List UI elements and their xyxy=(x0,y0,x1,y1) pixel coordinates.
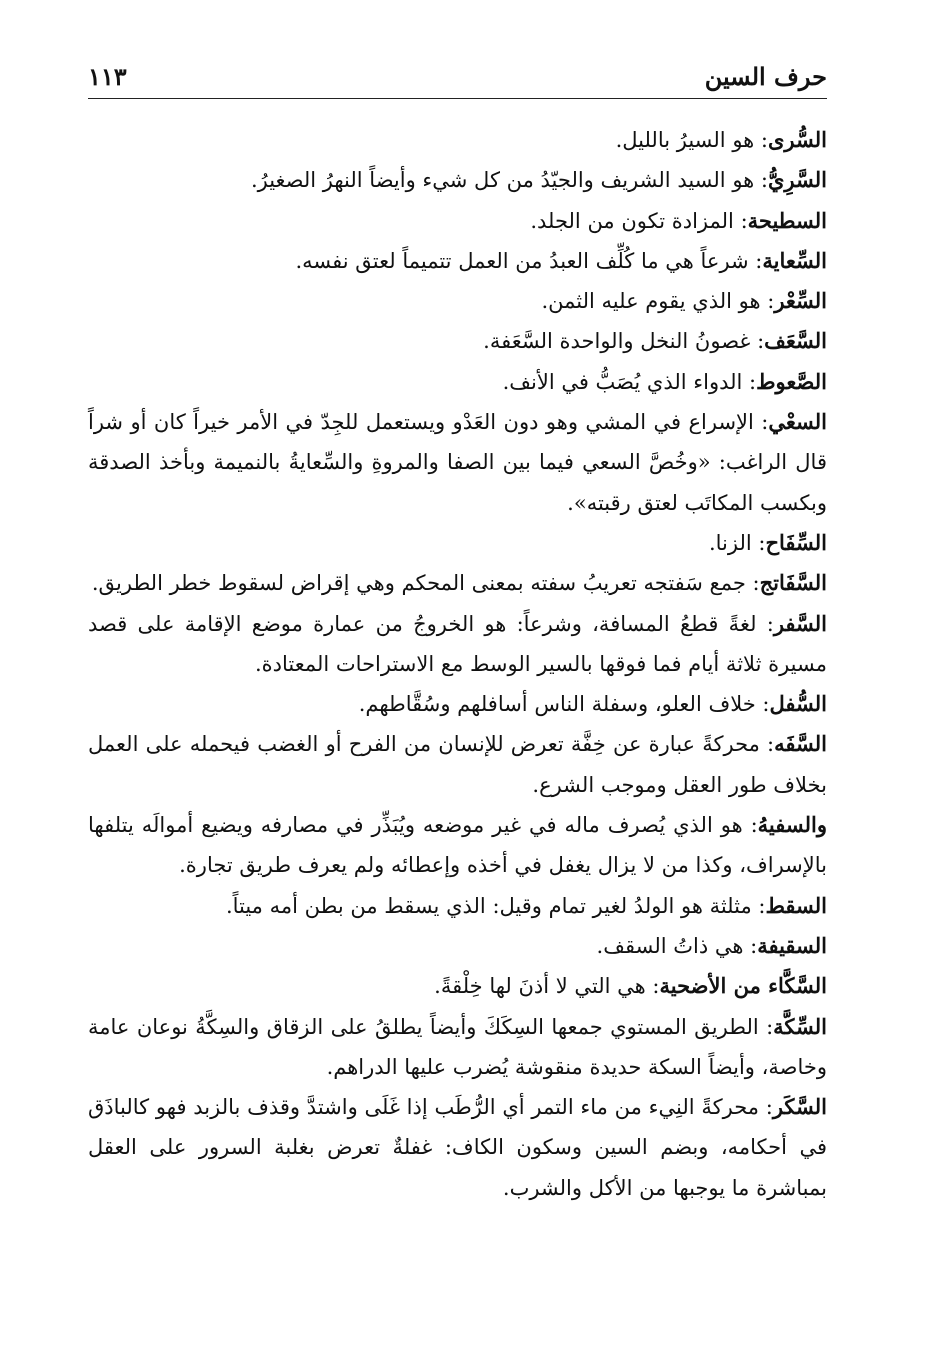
entry-term: السُّفل xyxy=(769,691,827,717)
entry-term: السَّكَر xyxy=(772,1094,827,1120)
entry-term: السقيفة xyxy=(757,932,827,958)
glossary-entry xyxy=(88,160,827,200)
entry-term: السِّفَاح xyxy=(765,529,827,555)
entry-definition: : هي التي لا أذنَ لها خِلْقةً. xyxy=(434,974,660,999)
glossary-entry xyxy=(88,563,827,603)
entry-definition: : خلاف العلو، وسفلة الناس أسافلهم وسُقَّاطهم. xyxy=(358,692,770,717)
entry-definition: : لغةً قطعُ المسافة، وشرعاً: هو الخروجُ من عمارة موضع الإقامة على قصد مسيرة ثلاثة أيام فما فوقها بالسير الوسط مع الاستراحات المعتادة. xyxy=(88,611,827,676)
entry-definition: : الدواء الذي يُصَبُّ في الأنف. xyxy=(502,369,757,394)
entry-term: السطيحة xyxy=(747,207,827,233)
entry-definition: : الزنا. xyxy=(708,530,766,555)
glossary-entry xyxy=(88,281,827,321)
glossary-entry xyxy=(88,966,827,1006)
glossary-entry xyxy=(88,886,827,926)
running-title: حرف السين xyxy=(704,62,827,91)
entry-definition: : المزادة تكون من الجلد. xyxy=(530,208,748,233)
entry-term: السعْي xyxy=(768,409,827,435)
entry-definition: : غصونُ النخل والواحدة السَّعَفة. xyxy=(483,329,765,354)
entry-term: السَّفَاتج xyxy=(759,570,827,596)
glossary-entry xyxy=(88,1087,827,1208)
glossary-entries xyxy=(88,120,827,1208)
entry-term: السِّعْر xyxy=(774,288,827,314)
entry-term: والسفيهُ xyxy=(757,812,827,838)
entry-definition: : جمع سَفتجه تعريبُ سفته بمعنى المحكم وهي إقراض لسقوط خطر الطريق. xyxy=(91,571,760,596)
entry-definition: : محركةً النِيء من ماء التمر أي الرُّطَب إذا غَلَى واشتدَّ وقذف بالزبد فهو كالباذَق في أحكامه، وبضم السين وسكون الكاف: غفلةٌ تعرض بغلبة السرور على العقل بمباشرة ما يوجبها من الأكل والشرب. xyxy=(88,1095,827,1200)
entry-definition: : هو الذي يُصرف ماله في غير موضعه ويُبَذِّر في مصارفه ويضيع أموالَه يتلفها بالإسراف، وكذا من لا يزال يغفل في أخذه وإعطائه ولم يعرف طريق تجارة. xyxy=(88,813,827,878)
entry-term: السَّفَه xyxy=(774,731,827,757)
page-header xyxy=(88,58,827,99)
entry-term: السقط xyxy=(765,892,827,918)
entry-definition: : مثلثة هو الولدُ لغير تمام وقيل: الذي يسقط من بطن أمه ميتاً. xyxy=(225,893,766,918)
entry-definition: : الطريق المستوي جمعها السِكَكَ وأيضاً يطلقُ على الزقاق والسِكَّةُ نوعان عامة وخاصة، وأيضاً السكة حديدة منقوشة يُضرب عليها الدراهم. xyxy=(88,1014,827,1079)
glossary-entry xyxy=(88,724,827,805)
entry-definition: : هو السيرُ بالليل. xyxy=(615,128,768,152)
glossary-entry xyxy=(88,604,827,685)
glossary-entry xyxy=(88,201,827,241)
entry-definition: : محركةً عبارة عن خِفَّة تعرض للإنسان من الفرح أو الغضب فيحمله على العمل بخلاف طور العقل وموجب الشرع. xyxy=(88,732,827,797)
entry-term: السُّرى xyxy=(768,127,827,152)
glossary-entry xyxy=(88,523,827,563)
glossary-entry xyxy=(88,926,827,966)
page-number: ١١٣ xyxy=(88,62,127,91)
entry-definition: : الإسراع في المشي وهو دون العَدْو ويستعمل للجِدّ في الأمر خيراً كان أو شراً قال الراغب: «وخُصَّ السعي فيما بين الصفا والمروةِ والسِّعايةُ بالنميمة وبأخذ الصدقة وبكسب المكاتَب لعتق رقبته». xyxy=(88,410,827,515)
glossary-entry xyxy=(88,1007,827,1088)
entry-term: السَّكَّاء من الأضحية xyxy=(659,973,827,999)
glossary-entry xyxy=(88,120,827,160)
entry-term: السَّفر xyxy=(773,610,827,636)
glossary-entry xyxy=(88,805,827,886)
entry-definition: : شرعاً هي ما كُلِّف العبدُ من العمل تتميماً لعتق نفسه. xyxy=(295,248,763,273)
entry-term: الصَّعوط xyxy=(756,368,827,394)
glossary-entry xyxy=(88,321,827,361)
glossary-entry xyxy=(88,402,827,523)
entry-term: السَّعَف xyxy=(764,328,827,354)
entry-definition: : هو الذي يقوم عليه الثمن. xyxy=(541,289,775,314)
entry-term: السِّكَّة xyxy=(773,1013,827,1039)
entry-definition: : هي ذاتُ السقف. xyxy=(596,933,758,958)
entry-term: السَّرِيُّ xyxy=(768,167,827,193)
glossary-entry xyxy=(88,684,827,724)
entry-definition: : هو السيد الشريف والجيّدُ من كل شيء وأيضاً النهرُ الصغيرُ. xyxy=(250,168,768,193)
glossary-entry xyxy=(88,241,827,281)
glossary-entry xyxy=(88,362,827,402)
entry-term: السِّعاية xyxy=(762,247,827,273)
